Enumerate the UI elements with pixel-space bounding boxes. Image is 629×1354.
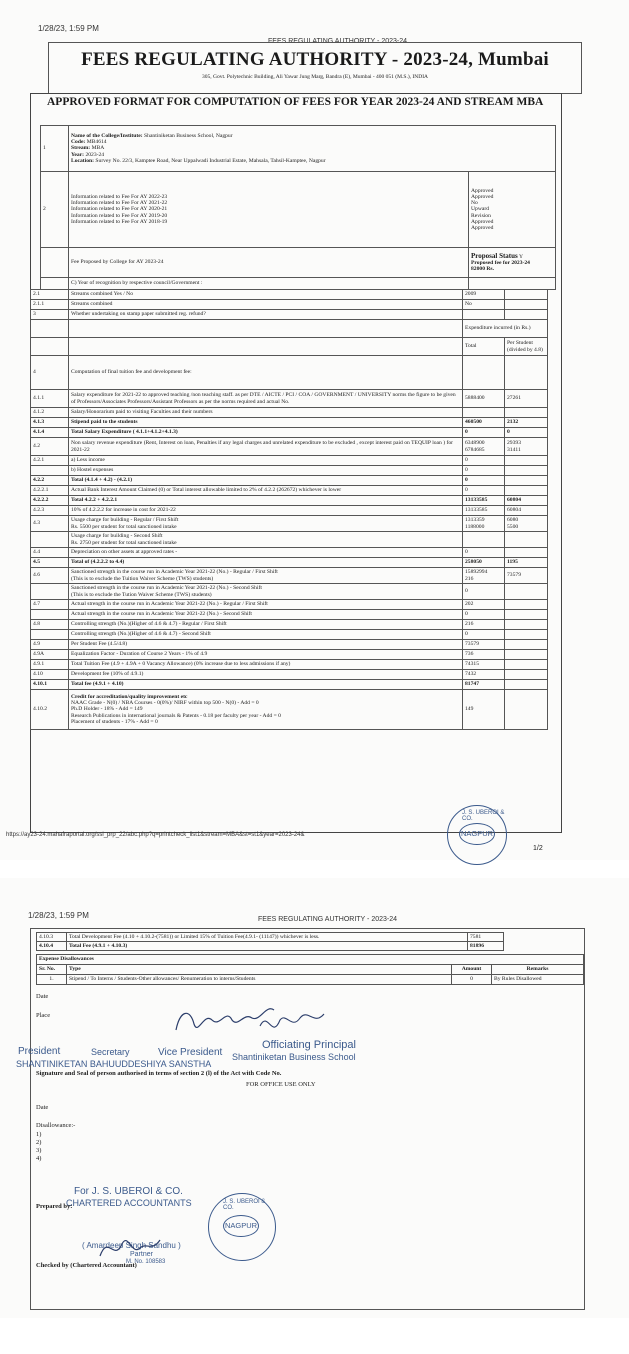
computation-table: [30, 289, 548, 730]
row-per-student: [505, 408, 548, 418]
row-total: 6348900 6784685: [463, 438, 505, 456]
print-datetime: 1/28/23, 1:59 PM: [38, 24, 99, 33]
row-total: [463, 356, 505, 390]
expense-type: Stipend / To Interns / Students-Other allowances/ Renumeration to interns/Students: [67, 975, 452, 985]
row-total: 2009: [463, 290, 505, 300]
row-per-student: [505, 620, 548, 630]
page-url: https://ay23-24.mahafraportal.org/ssi_prp_22/abc.php?q=printcheck_list1&stream=MBA&st=st1&year=2023-24&: [6, 832, 305, 838]
row-description: Development fee (10% of 4.9.1): [69, 670, 463, 680]
row-per-student: [505, 476, 548, 486]
row-per-student: [505, 680, 548, 690]
row-total: 0: [463, 548, 505, 558]
row-description: Total Tuition Fee (4.9 + 4.9A + 0 Vacancy Allowance) (0% increase due to less admissions if any): [69, 660, 463, 670]
table-row: [31, 418, 548, 428]
row-per-student: [505, 630, 548, 640]
table-row: [31, 438, 548, 456]
row-per-student: [505, 290, 548, 300]
row-total: 81747: [463, 680, 505, 690]
row-total: 0: [463, 486, 505, 496]
page-number: 1/2: [533, 845, 543, 852]
row-description: Depreciation on other assets at approved rates -: [69, 548, 463, 558]
row-number: [31, 630, 69, 640]
ca-seal-stamp-2: J. S. UBEROI & CO. NAGPUR: [208, 1193, 276, 1261]
table-row: [31, 486, 548, 496]
row-total: 0: [463, 476, 505, 486]
row-description: Sanctioned strength in the course run in Academic Year 2021-22 (No.) - Regular / First Shift (This is to exclude the Tuition Waiver Scheme (TWS) students): [69, 568, 463, 584]
table-row: [31, 466, 548, 476]
table-row: [31, 630, 548, 640]
row-number: 4.1.2: [31, 408, 69, 418]
history-statuses: Approved Approved No Upward Revision Approved Approved: [469, 172, 556, 248]
ca-sub-stamp: CHARTERED ACCOUNTANTS: [66, 1198, 192, 1208]
expense-table: Expense Disallowances Sr. No. Type Amount Remarks 1. Stipend / To Interns / Students-Other allowances/ Renumeration to interns/Students 0 By Rules Disallowed: [36, 954, 584, 985]
table-row: [31, 558, 548, 568]
print-datetime: 1/28/23, 1:59 PM: [28, 911, 89, 920]
total-fee-value: 81896: [468, 942, 504, 951]
row-number: 4.2.1: [31, 456, 69, 466]
row-description: Total Salary Expenditure ( 4.1.1+4.1.2+4.1.3): [69, 428, 463, 438]
table-row: [31, 300, 548, 310]
row-description: Total (4.1.4 + 4.2) - (4.2.1): [69, 476, 463, 486]
row-number: 2.1.1: [31, 300, 69, 310]
row-number: 4.2.2.1: [31, 486, 69, 496]
row-total: 15892994 216: [463, 568, 505, 584]
row-total: 0: [463, 630, 505, 640]
table-row: [31, 456, 548, 466]
partner-signature: [96, 1226, 166, 1266]
row-total: [463, 408, 505, 418]
row-number: 4: [31, 356, 69, 390]
secretary-stamp: Secretary: [91, 1047, 130, 1057]
col-type: Type: [67, 965, 452, 975]
row-number: 4.2.2.2: [31, 496, 69, 506]
date2-label: Date: [36, 1104, 49, 1111]
row-per-student: [505, 486, 548, 496]
row-number: 4.7: [31, 600, 69, 610]
dev-fee-value: 7581: [468, 933, 504, 942]
row-number: 4.2: [31, 438, 69, 456]
row-total: 73579: [463, 640, 505, 650]
row-per-student: 2132: [505, 418, 548, 428]
row-description: Streams combined: [69, 300, 463, 310]
row-description: Non salary revenue expenditure (Rent, Interest on loan, Penalties if any legal charges and unrelated expenditure to be excluded , except interest paid on TEQUIP loan ) for 2021-22: [69, 438, 463, 456]
row-description: Usage charge for building - Second Shift Rs. 2750 per student for total sanctioned intake: [69, 532, 463, 548]
table-row: [31, 680, 548, 690]
row-description: Salary expenditure for 2021-22 to approved teaching /non teaching staff. as per DTE / AICTE / PCI / COA / GOVERNMENT / UNIVERSITY norms the figure to be given of Professors/Associates Professors/Assistant Professors as per the norms required and actual No.: [69, 390, 463, 408]
row-per-student: 60804: [505, 496, 548, 506]
table-row: [31, 584, 548, 600]
vice-president-stamp: Vice President: [158, 1047, 223, 1058]
row-per-student: [505, 610, 548, 620]
table-row: [31, 548, 548, 558]
row-per-student: 29393 31411: [505, 438, 548, 456]
row-number: 4.9.1: [31, 660, 69, 670]
row-total: 0: [463, 610, 505, 620]
row-total: 7432: [463, 670, 505, 680]
college-details: Name of the College/Institute: Shantiniketan Business School, Nagpur Code: MB4614 Stream: MBA Year: 2023-24 Location: Survey No. 22/3, Kamptee Road, Near Uppalwadi Industrial Estate, Mahsala, Tahsil-Kamptee, Nagpur: [69, 126, 556, 172]
row-total: 216: [463, 620, 505, 630]
row-description: Computation of final tuition fee and development fee:: [69, 356, 463, 390]
format-title: APPROVED FORMAT FOR COMPUTATION OF FEES FOR YEAR 2023-24 AND STREAM MBA: [47, 96, 544, 108]
row-total: 258050: [463, 558, 505, 568]
row-number: 4.3: [31, 516, 69, 532]
row-number: 4.10.1: [31, 680, 69, 690]
title-box: [48, 42, 582, 94]
row-per-student: [505, 548, 548, 558]
credit-row: 4.10.2 Credit for accreditation/quality improvement etc NAAC Grade - N(0) / NBA Courses - 0(0%)/ NIRF within top 500 - N(0) - Add = 0 Ph.D Holder - 18% - Add = 149 Research Publications in international journals & Patents - 0.18 per faculty per year - Add = 0 Placement of students - 17% - Add = 0 149: [31, 690, 548, 730]
row-description: Actual Bank Interest Amount Claimed (0) or Total interest allowable limited to 2% of 4.2.2 (262672) whichever is lower: [69, 486, 463, 496]
row-description: b) Hostel expenses: [69, 466, 463, 476]
row-per-student: 6080 5500: [505, 516, 548, 532]
row-number: [31, 610, 69, 620]
col-total: Total: [463, 338, 505, 356]
row-per-student: [505, 532, 548, 548]
table-row: [31, 620, 548, 630]
row-total: [463, 532, 505, 548]
section-number: 2: [41, 172, 69, 248]
row-description: Stipend paid to the students: [69, 418, 463, 428]
row-per-student: [505, 466, 548, 476]
row-description: Whether undertaking on stamp paper submitted reg. refund?: [69, 310, 463, 320]
row-total: 13133585: [463, 506, 505, 516]
row-per-student: [505, 600, 548, 610]
proposed-label: Fee Proposed by College for AY 2023-24: [69, 248, 469, 278]
seal-city-2: NAGPUR: [223, 1215, 259, 1237]
dev-fee-desc: Total Development Fee (4.10 + 4.10.2-(7581)) or Limited 15% of Tuition Fee(4.9.1- (11147)) whichever is less.: [67, 933, 468, 942]
row-total: 736: [463, 650, 505, 660]
col-expenditure: Expenditure incurred (in Rs.): [463, 320, 548, 338]
row-per-student: 73579: [505, 568, 548, 584]
date-label: Date: [36, 993, 49, 1000]
row-number: 4.9: [31, 640, 69, 650]
col-amount: Amount: [452, 965, 492, 975]
col-per-student: Per Student (divided by 4.8): [505, 338, 548, 356]
membership-no: M. No. 108583: [126, 1259, 166, 1265]
signature-label: Signature and Seal of person authorised in terms of section 2 (l) of the Act with Code No.: [36, 1070, 282, 1077]
school-stamp: Shantiniketan Business School: [232, 1052, 356, 1062]
recognition-label: C) Year of recognition by respective council/Government :: [69, 278, 469, 290]
history-labels: Information related to Fee For AY 2022-23 Information related to Fee For AY 2021-22 Information related to Fee For AY 2020-21 Information related to Fee For AY 2019-20 Information related to Fee For AY 2018-19: [69, 172, 469, 248]
row-description: Controlling strength (No.)(Higher of 4.6 & 4.7) - Second Shift: [69, 630, 463, 640]
section-number: 1: [41, 126, 69, 172]
row-description: Controlling strength (No.)(Higher of 4.6 & 4.7) - Regular / First Shift: [69, 620, 463, 630]
page-header: FEES REGULATING AUTHORITY - 2023-24: [268, 38, 408, 45]
row-total: No: [463, 300, 505, 310]
row-total: [463, 310, 505, 320]
row-per-student: 60804: [505, 506, 548, 516]
row-total: 0: [463, 456, 505, 466]
row-per-student: [505, 640, 548, 650]
principal-stamp: Officiating Principal: [262, 1039, 356, 1051]
table-row: [31, 650, 548, 660]
row-per-student: [505, 300, 548, 310]
table-row: [31, 600, 548, 610]
total-fee-table: 4.10.3 Total Development Fee (4.10 + 4.10.2-(7581)) or Limited 15% of Tuition Fee(4.9.1- (11147)) whichever is less. 7581 4.10.4 Total Fee (4.9.1 + 4.10.3) 81896: [36, 932, 504, 951]
table-row: [31, 670, 548, 680]
row-number: [31, 532, 69, 548]
table-row: [31, 568, 548, 584]
row-total: 0: [463, 584, 505, 600]
row-description: a) Less income: [69, 456, 463, 466]
row-number: 2.1: [31, 290, 69, 300]
row-description: Streams combined Yes / No: [69, 290, 463, 300]
row-description: 10% of 4.2.2.2 for increase in cost for 2021-22: [69, 506, 463, 516]
row-description: Actual strength in the course run in Academic Year 2021-22 (No.) - Second Shift: [69, 610, 463, 620]
table-row: [31, 506, 548, 516]
table-row: [31, 516, 548, 532]
checked-by-label: Checked by (Chartered Accountant): [36, 1262, 137, 1269]
place-label: Place: [36, 1012, 51, 1019]
col-remarks: Remarks: [492, 965, 584, 975]
office-use-label: FOR OFFICE USE ONLY: [246, 1081, 316, 1088]
table-row: [31, 290, 548, 300]
ca-seal-stamp: J. S. UBEROI & CO. NAGPUR: [447, 805, 507, 865]
expense-amount: 0: [452, 975, 492, 985]
row-number: 4.1.1: [31, 390, 69, 408]
row-per-student: 1195: [505, 558, 548, 568]
row-description: Total fee (4.9.1 + 4.10): [69, 680, 463, 690]
table-row: [31, 356, 548, 390]
ca-firm-stamp: For J. S. UBEROI & CO.: [74, 1186, 183, 1197]
expense-title: Expense Disallowances: [37, 955, 584, 965]
row-per-student: [505, 670, 548, 680]
row-number: 4.1.4: [31, 428, 69, 438]
row-description: Usage charge for building - Regular / First Shift Rs. 5500 per student for total sanctioned intake: [69, 516, 463, 532]
row-number: 4.4: [31, 548, 69, 558]
row-total: 1313359 1188000: [463, 516, 505, 532]
table-row: [31, 532, 548, 548]
row-number: 4.10: [31, 670, 69, 680]
row-total: 202: [463, 600, 505, 610]
table-row: [31, 390, 548, 408]
table-row: [31, 310, 548, 320]
row-number: 4.8: [31, 620, 69, 630]
table-row: [31, 660, 548, 670]
president-stamp: President: [18, 1046, 61, 1057]
row-per-student: 27261: [505, 390, 548, 408]
table-row: [31, 428, 548, 438]
table-row: [31, 476, 548, 486]
partner-label: Partner: [130, 1251, 153, 1258]
row-per-student: 0: [505, 428, 548, 438]
main-title: FEES REGULATING AUTHORITY - 2023-24, Mumbai: [81, 49, 549, 70]
row-number: 3: [31, 310, 69, 320]
table-row: [31, 640, 548, 650]
authority-address: 305, Govt. Polytechnic Building, Ali Yawar Jung Marg, Bandra (E), Mumbai - 400 051 (M.S.), INDIA: [202, 74, 428, 80]
row-number: 4.1.3: [31, 418, 69, 428]
table-row: [31, 610, 548, 620]
row-description: Total of (4.2.2.2 to 4.4): [69, 558, 463, 568]
row-number: 4.6: [31, 568, 69, 584]
row-per-student: [505, 456, 548, 466]
expense-remarks: By Rules Disallowed: [492, 975, 584, 985]
row-per-student: [505, 310, 548, 320]
row-description: Actual strength in the course run in Academic Year 2021-22 (No.) - Regular / First Shift: [69, 600, 463, 610]
row-number: 4.2.3: [31, 506, 69, 516]
proposal-status: Proposal Status Y Proposed fee for 2023-24 82000 Rs.: [469, 248, 556, 278]
row-total: 460500: [463, 418, 505, 428]
table-row: [31, 496, 548, 506]
table-row: [31, 408, 548, 418]
row-number: [31, 584, 69, 600]
college-info-table: [40, 125, 556, 290]
row-description: Total 4.2.2 + 4.2.2.1: [69, 496, 463, 506]
row-per-student: [505, 660, 548, 670]
row-per-student: [505, 584, 548, 600]
row-number: 4.2.2: [31, 476, 69, 486]
page-header: FEES REGULATING AUTHORITY - 2023-24: [258, 916, 398, 923]
row-total: 0: [463, 466, 505, 476]
row-total: 5888400: [463, 390, 505, 408]
total-fee-desc: Total Fee (4.9.1 + 4.10.3): [67, 942, 468, 951]
row-description: Sanctioned strength in the course run in Academic Year 2021-22 (No.) - Second Shift (This is to exclude the Tution Waiver Scheme (TWS) students): [69, 584, 463, 600]
disallowance-label: Disallowance:-: [36, 1122, 76, 1129]
prepared-by-label: Prepared by:: [36, 1203, 73, 1210]
row-description: Per Student Fee (4.5/4.8): [69, 640, 463, 650]
row-total: 0: [463, 428, 505, 438]
row-description: Equalization Factor - Duration of Course 2 Years - 1% of 4.9: [69, 650, 463, 660]
row-number: 4.5: [31, 558, 69, 568]
row-total: 13133585: [463, 496, 505, 506]
sanstha-stamp: SHANTINIKETAN BAHUUDDESHIYA SANSTHA: [16, 1059, 212, 1069]
seal-city: NAGPUR: [459, 823, 495, 845]
row-description: Salary/Honorarium paid to visiting Faculties and their numbers: [69, 408, 463, 418]
row-number: [31, 466, 69, 476]
partner-name: ( Amardeep Singh Sandhu ): [82, 1241, 181, 1250]
col-srno: Sr. No.: [37, 965, 67, 975]
row-number: 4.9A: [31, 650, 69, 660]
row-per-student: [505, 650, 548, 660]
row-per-student: [505, 356, 548, 390]
row-total: 74315: [463, 660, 505, 670]
